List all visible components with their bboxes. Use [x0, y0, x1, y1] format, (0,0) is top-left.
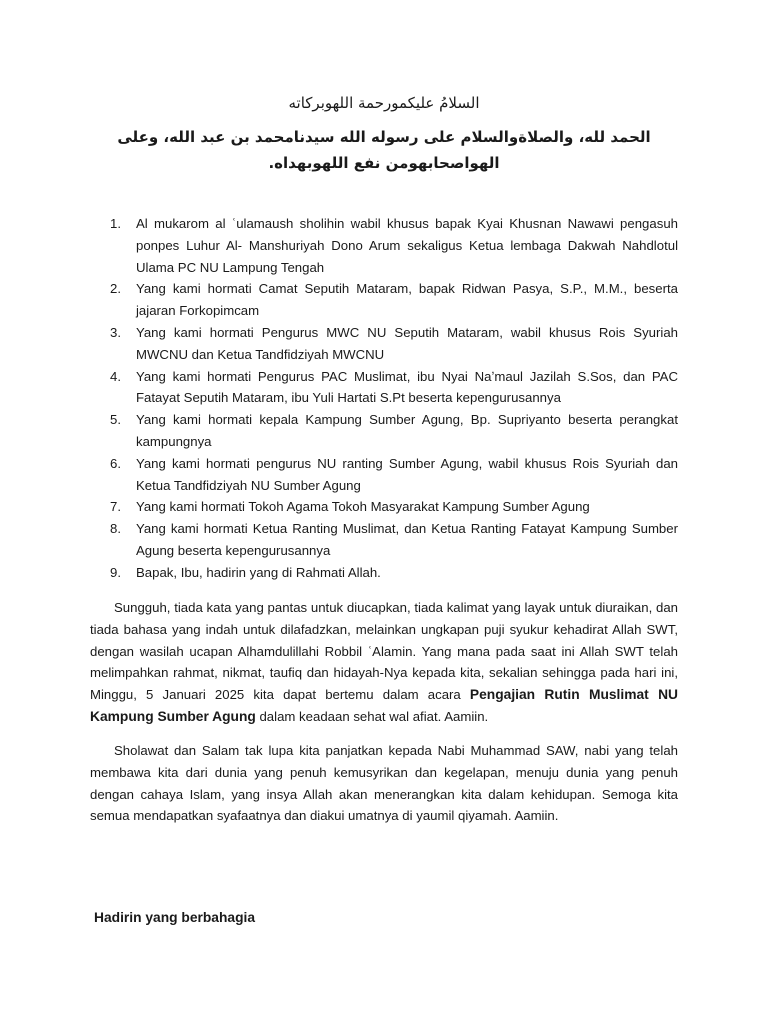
list-item-number: 7. — [110, 499, 121, 515]
list-item-number: 3. — [110, 324, 121, 340]
list-item-number: 9. — [110, 564, 121, 580]
section-heading: Hadirin yang berbahagia — [94, 910, 256, 925]
list-item — [108, 409, 678, 453]
list-item-text: Yang kami hormati Ketua Ranting Muslimat, dan Ketua Ranting Fatayat Kampung Sumber Agung beserta kepengurusannya — [136, 521, 678, 558]
list-item-text: Yang kami hormati Camat Seputih Mataram, bapak Ridwan Pasya, S.P., M.M., beserta jajaran Forkopimcam — [136, 281, 678, 319]
paragraph-text: Sungguh, tiada kata yang pantas untuk diucapkan, tiada kalimat yang layak untuk diuraikan, dan tiada bahasa yang indah untuk dilafadzkan, melainkan ungkapan puji syukur kehadirat Allah SWT, dengan wasilah ucapan Alhamdulillahi Robbil ʿAlamin. Yang mana pada saat ini Allah SWT telah melimpahkan rahmat, nikmat, taufiq dan hidayah-Nya kepada kita, sekalian sehingga pada hari ini, Minggu, 5 Januari 2025 kita dapat bertemu dalam acara — [90, 600, 678, 703]
list-item-text: Yang kami hormati Pengurus MWC NU Seputih Mataram, wabil khusus Rois Syuriah MWCNU dan Ketua Tandfidziyah MWCNU — [136, 324, 678, 362]
list-item — [108, 518, 678, 562]
list-item — [108, 213, 678, 278]
list-item-text: Yang kami hormati Pengurus PAC Muslimat, ibu Nyai Naʼmaul Jazilah S.Sos, dan PAC Fatayat Seputih Mataram, ibu Yuli Hartati S.Pt beserta kepengurusannya — [136, 368, 678, 406]
list-item — [108, 453, 678, 497]
list-item — [108, 278, 678, 322]
list-item-text: Bapak, Ibu, hadirin yang di Rahmati Allah. — [136, 564, 381, 580]
list-item-number: 6. — [110, 455, 121, 471]
sholawat-paragraph: Sholawat dan Salam tak lupa kita panjatkan kepada Nabi Muhammad SAW, nabi yang telah membawa kita dari dunia yang penuh kemusyrikan dan kegelapan, menuju dunia yang penuh dengan cahaya Islam, yang insya Allah akan menerangkan kita dalam kehidupan. Semoga kita semua mendapatkan syafaatnya dan diakui umatnya di yaumil qiyamah. Aamiin. — [90, 743, 678, 824]
opening-paragraph — [90, 597, 678, 728]
list-item-number: 4. — [110, 368, 121, 384]
list-item-text: Yang kami hormati Tokoh Agama Tokoh Masyarakat Kampung Sumber Agung — [136, 499, 590, 515]
honorific-list — [108, 213, 678, 584]
list-item — [108, 366, 678, 410]
list-item-number: 8. — [110, 521, 121, 537]
list-item-text: Yang kami hormati kepala Kampung Sumber Agung, Bp. Supriyanto beserta perangkat kampungnya — [136, 412, 678, 449]
list-item-text: Al mukarom al ʿulamaush sholihin wabil khusus bapak Kyai Khusnan Nawawi pengasuh ponpes Luhur Al- Manshuriyah Dono Arum sekaligus Ketua lembaga Dakwah Nahdlotul Ulama PC NU Lampung Tengah — [136, 216, 678, 275]
list-item — [108, 562, 678, 584]
list-item-number: 1. — [110, 216, 121, 231]
list-item — [108, 496, 678, 518]
list-item-text: Yang kami hormati pengurus NU ranting Sumber Agung, wabil khusus Rois Syuriah dan Ketua Tandfidziyah NU Sumber Agung — [136, 455, 678, 493]
list-item — [108, 322, 678, 366]
arabic-hamdalah: الحمد لله، والصلاةوالسلام على رسوله الله سيدنامحمد بن عبد الله، وعلى الهواصحابهومن نفع اللهوبهداه. — [117, 128, 651, 172]
list-item-number: 5. — [110, 412, 121, 428]
list-item-number: 2. — [110, 281, 121, 297]
arabic-greeting: السلامُ عليكمورحمة اللهوبركاته — [288, 94, 480, 112]
paragraph-text: dalam keadaan sehat wal afiat. Aamiin. — [255, 708, 489, 724]
event-name-highlight: Pengajian Rutin Muslimat NU Kampung Sumber Agung — [90, 687, 678, 724]
